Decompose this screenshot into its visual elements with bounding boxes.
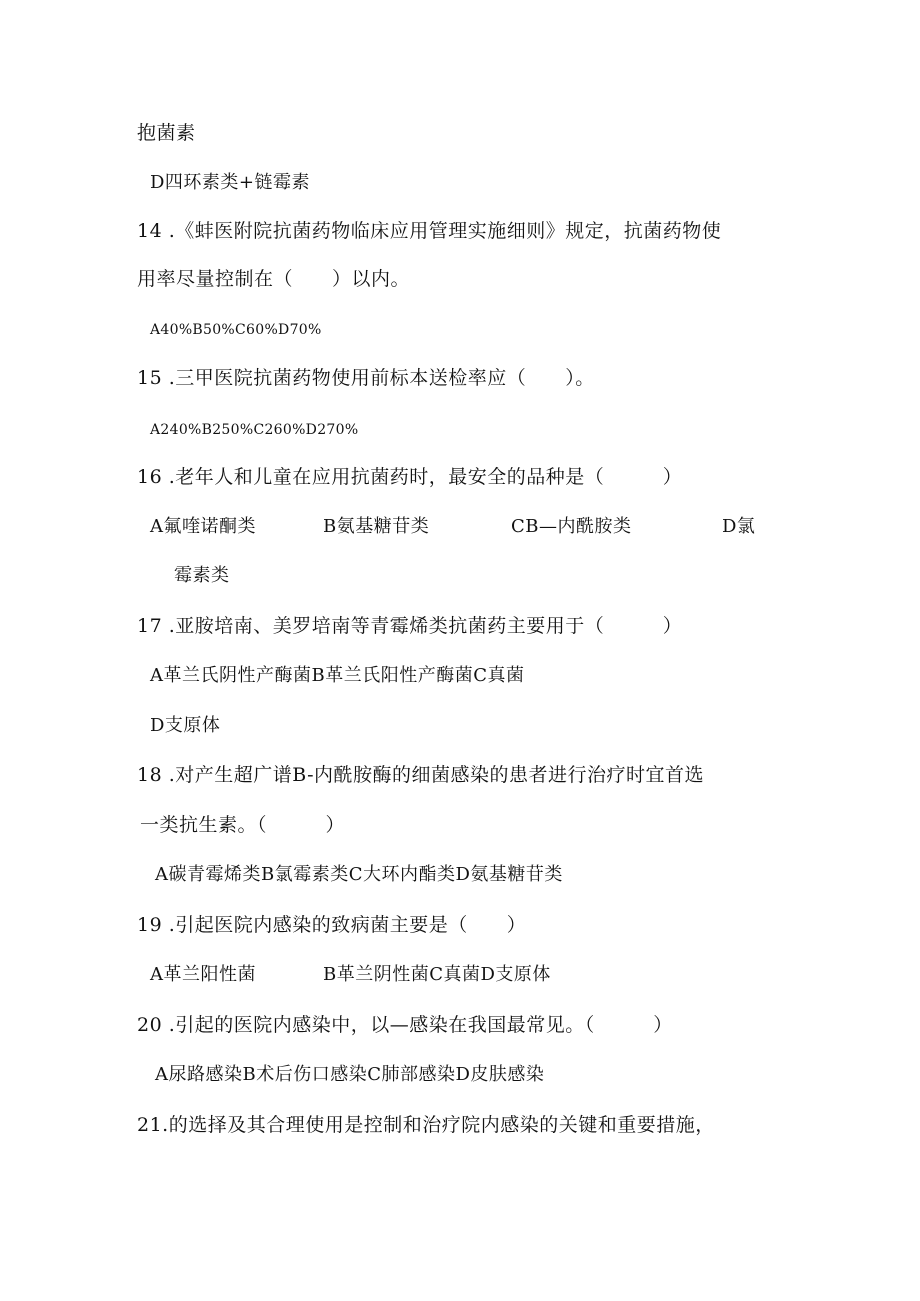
question-18-options: A碳青霉烯类B氯霉素类C大环内酯类D氨基糖苷类 (155, 864, 563, 885)
question-14-line-1: 14 .《蚌医附院抗菌药物临床应用管理实施细则》规定，抗菌药物使 (137, 220, 722, 242)
question-15-options: A240%B250%C260%D270% (150, 422, 359, 438)
question-19-option-a: A革兰阳性菌 (150, 964, 256, 985)
question-18-line-2: 一类抗生素。（ ） (140, 814, 346, 836)
question-16-option-c: CB—内酰胺类 (511, 516, 632, 537)
question-16-option-b: B氨基糖苷类 (323, 516, 430, 537)
question-19: 19 .引起医院内感染的致病菌主要是（ ） (137, 914, 527, 936)
option-line: D四环素类+链霉素 (150, 172, 311, 193)
question-18-line-1: 18 .对产生超广谱B-内酰胺酶的细菌感染的患者进行治疗时宜首选 (137, 764, 704, 786)
question-14-options: A40%B50%C60%D70% (150, 322, 322, 338)
question-19-options-bcd: B革兰阴性菌C真菌D支原体 (323, 964, 551, 985)
question-20-options: A尿路感染B术后伤口感染C肺部感染D皮肤感染 (155, 1064, 545, 1085)
question-17-options: A革兰氏阴性产酶菌B革兰氏阳性产酶菌C真菌 (150, 665, 525, 686)
question-16-option-d: D氯 (722, 516, 756, 537)
question-16-option-d-cont: 霉素类 (174, 565, 230, 586)
text-line: 抱菌素 (137, 122, 196, 144)
question-20: 20 .引起的医院内感染中，以—感染在我国最常见。（ ） (137, 1014, 673, 1036)
question-15: 15 .三甲医院抗菌药物使用前标本送检率应（ ）。 (137, 367, 595, 389)
question-16: 16 .老年人和儿童在应用抗菌药时，最安全的品种是（ ） (137, 466, 683, 488)
question-14-line-2: 用率尽量控制在（ ）以内。 (137, 268, 411, 290)
question-17: 17 .亚胺培南、美罗培南等青霉烯类抗菌药主要用于（ ） (137, 615, 683, 637)
question-21: 21.的选择及其合理使用是控制和治疗院内感染的关键和重要措施， (137, 1114, 715, 1136)
question-17-option-d: D支原体 (150, 715, 221, 736)
question-16-option-a: A氟喹诺酮类 (150, 516, 256, 537)
